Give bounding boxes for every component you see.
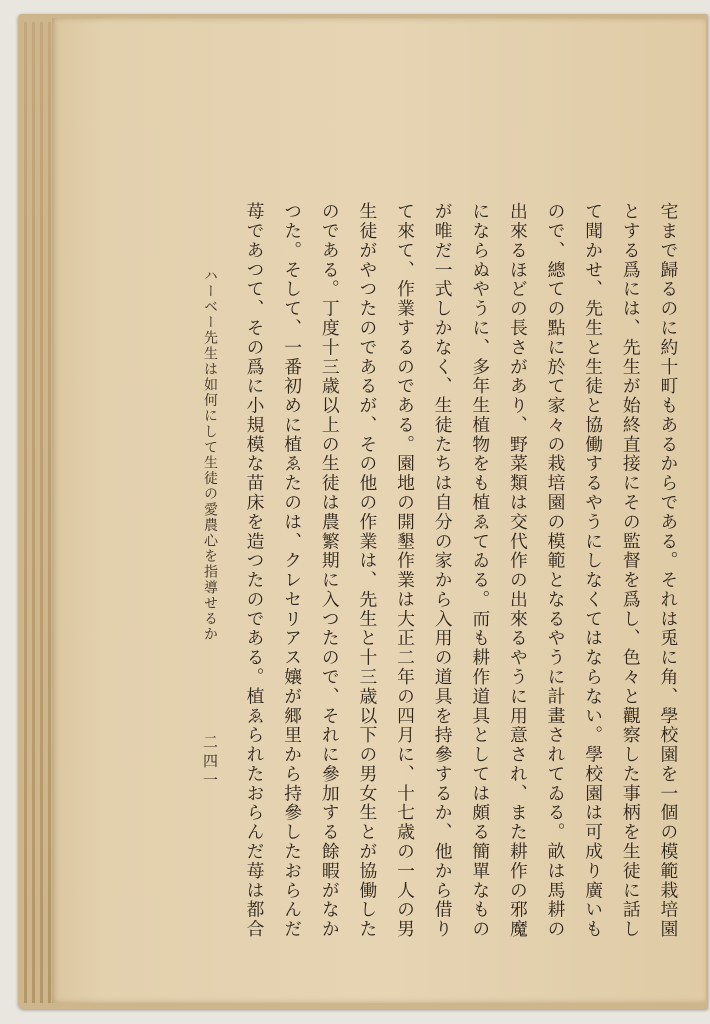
text-line: ので、總ての點に於て家々の栽培園の模範となるやうに計畫されてゐる。畝は馬耕の	[545, 202, 566, 939]
text-line: 苺であつて、その爲に小規模な苗床を造つたのである。植ゑられたおらんだ苺は都合	[244, 202, 265, 939]
page-edge	[40, 22, 43, 1003]
text-line: つた。そして、一番初めに植ゑたのは、クレセリアス孃が郷里から持參したおらんだ	[281, 202, 303, 939]
text-line: が唯だ一式しかなく、生徒たちは自分の家から入用の道具を持參するか、他から借り	[432, 202, 454, 939]
text-line: にならぬやうに、多年生植物をも植ゑてゐる。而も耕作道具としては頗る簡單なもの	[469, 202, 491, 939]
page-edge	[24, 22, 27, 1003]
text-line: て來て、作業するのである。園地の開墾作業は大正二年の四月に、十七歳の一人の男	[394, 202, 416, 939]
page-edge	[32, 22, 35, 1003]
text-line: 生徒がやつたのであるが、その他の作業は、先生と十三歳以下の男女生とが協働した	[356, 202, 378, 939]
page-edge	[48, 22, 51, 1003]
text-line: のである。丁度十三歳以上の生徒は農繁期に入つたので、それに參加する餘暇がなか	[319, 202, 341, 939]
running-header: ハーベー先生は如何にして生徒の愛農心を指導せるか	[202, 268, 218, 643]
text-line: 宅まで歸るのに約十町もあるからである。それは兎に角、學校園を一個の模範栽培園	[657, 202, 679, 939]
page-number: 二四一	[201, 734, 219, 791]
book-page	[52, 18, 706, 1003]
text-line: 出來るほどの長さがあり、野菜類は交代作の出來るやうに用意され、また耕作の邪魔	[507, 202, 529, 939]
body-text	[244, 202, 679, 939]
text-line: て聞かせ、先生と生徒と協働するやうにしなくてはならない。學校園は可成り廣いも	[582, 202, 604, 939]
text-line: とする爲には、先生が始終直接にその監督を爲し、色々と觀察した事柄を生徒に話し	[620, 202, 642, 939]
